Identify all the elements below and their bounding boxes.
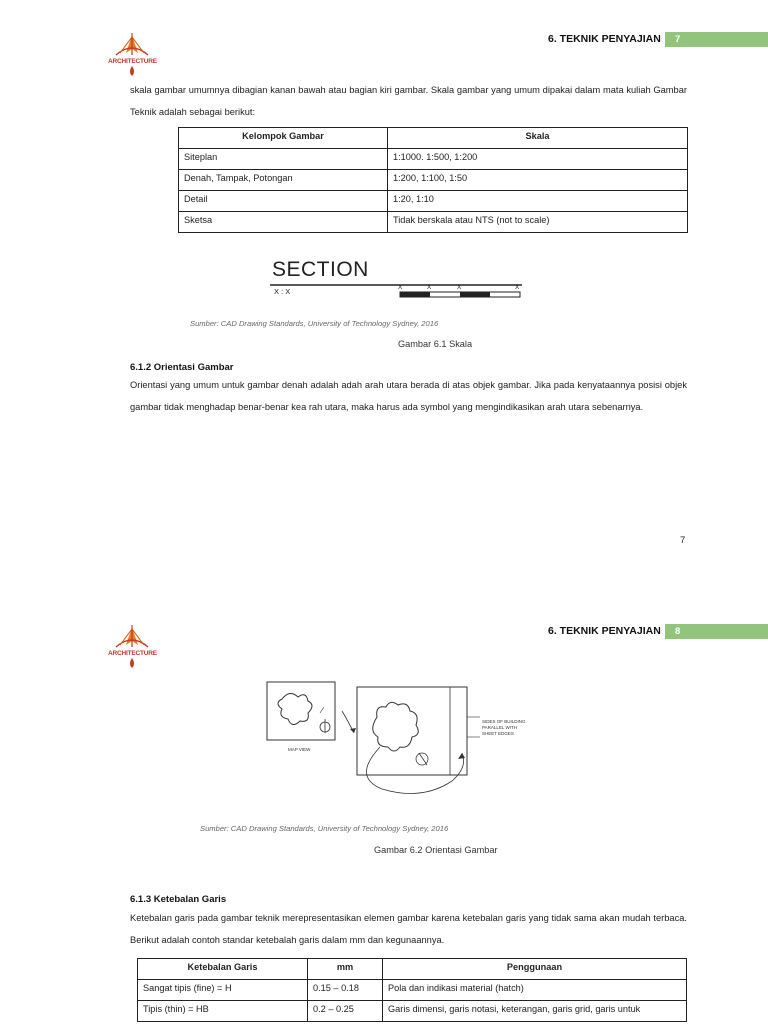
page-tab: 8 [665, 624, 768, 639]
table-header: Skala [388, 128, 688, 149]
table-cell: Pola dan indikasi material (hatch) [383, 980, 687, 1001]
scale-tick-label: X [398, 284, 403, 291]
line-weight-table [137, 958, 687, 1022]
page-tab: 7 [665, 32, 768, 47]
table-header: Penggunaan [383, 959, 687, 980]
table-cell: 1:1000. 1:500, 1:200 [388, 149, 688, 170]
figure-caption: Gambar 6.2 Orientasi Gambar [374, 845, 498, 855]
section-paragraph: Ketebalan garis pada gambar teknik merepresentasikan elemen gambar karena ketebalan garis yang tidak sama akan mudah terbaca. Berikut adalah contoh standar ketebalah garis dalam mm dan kegunaannya. [130, 913, 687, 945]
sides-label [482, 719, 526, 737]
table-cell: 0.15 – 0.18 [308, 980, 383, 1001]
table-header: mm [308, 959, 383, 980]
table-header: Ketebalan Garis [138, 959, 308, 980]
figure-title: SECTION [272, 258, 369, 281]
orientation-figure [262, 677, 552, 802]
table-row [179, 149, 688, 170]
map-view-label: MAP VIEW [288, 747, 311, 752]
scale-table [178, 127, 688, 233]
scale-tick-label: X [427, 284, 432, 291]
table-cell: Denah, Tampak, Potongan [179, 170, 388, 191]
sides-label-line: SIDES OF BUILDING [482, 719, 526, 724]
page-separator [0, 578, 768, 592]
page-number: 7 [680, 535, 686, 546]
architecture-logo [108, 625, 156, 673]
section-heading: 6.1.2 Orientasi Gambar [130, 362, 234, 373]
drop-icon [128, 658, 136, 668]
table-cell: 1:200, 1:100, 1:50 [388, 170, 688, 191]
scale-tick-label: X [457, 284, 462, 291]
drop-icon [128, 66, 136, 76]
table-row [179, 170, 688, 191]
table-cell: Sangat tipis (fine) = H [138, 980, 308, 1001]
table-cell: Garis dimensi, garis notasi, keterangan, garis grid, garis untuk [383, 1001, 687, 1022]
table-row [138, 980, 687, 1001]
table-cell: 0.2 – 0.25 [308, 1001, 383, 1022]
table-header-row [179, 128, 688, 149]
table-cell: 1:20, 1:10 [388, 191, 688, 212]
table-cell: Tidak berskala atau NTS (not to scale) [388, 212, 688, 233]
architecture-logo [108, 33, 156, 81]
orientation-diagram [262, 677, 552, 802]
section-scale-figure [270, 258, 530, 306]
sides-label-line: PARALLEL WITH [482, 725, 518, 730]
table-cell: Detail [179, 191, 388, 212]
figure-source: Sumber: CAD Drawing Standards, University of Technology Sydney, 2016 [200, 824, 449, 833]
figure-source: Sumber: CAD Drawing Standards, University of Technology Sydney, 2016 [190, 319, 439, 328]
section-paragraph: Orientasi yang umum untuk gambar denah adalah adah arah utara berada di atas objek gambar. Jika pada kenyataannya posisi objek gambar tidak menghadap benar-benar kea rah utara, maka harus ada symbol yang mengindikasikan arah utara sebenarnya. [130, 380, 687, 412]
figure-subtitle: X : X [274, 287, 291, 296]
table-row [138, 1001, 687, 1022]
table-cell: Tipis (thin) = HB [138, 1001, 308, 1022]
table-row [179, 212, 688, 233]
logo-text: ARCHITECTURE [108, 58, 157, 65]
sides-label-line: SHEET EDGES [482, 731, 514, 736]
page-8 [0, 595, 768, 1024]
figure-caption: Gambar 6.1 Skala [398, 339, 473, 349]
table-row [179, 191, 688, 212]
logo-text: ARCHITECTURE [108, 650, 157, 657]
section-heading: 6.1.3 Ketebalan Garis [130, 894, 227, 905]
intro-paragraph: skala gambar umumnya dibagian kanan bawah atau bagian kiri gambar. Skala gambar yang umum dipakai dalam mata kuliah Gambar Teknik adalah sebagai berikut: [130, 85, 687, 117]
table-cell: Sketsa [179, 212, 388, 233]
compass-logo-icon [108, 33, 156, 59]
scale-tick-label: X [515, 284, 520, 291]
compass-logo-icon [108, 625, 156, 651]
chapter-header: 6. TEKNIK PENYAJIAN [548, 33, 661, 45]
table-cell: Siteplan [179, 149, 388, 170]
chapter-header: 6. TEKNIK PENYAJIAN [548, 625, 661, 637]
table-header: Kelompok Gambar [179, 128, 388, 149]
table-header-row [138, 959, 687, 980]
